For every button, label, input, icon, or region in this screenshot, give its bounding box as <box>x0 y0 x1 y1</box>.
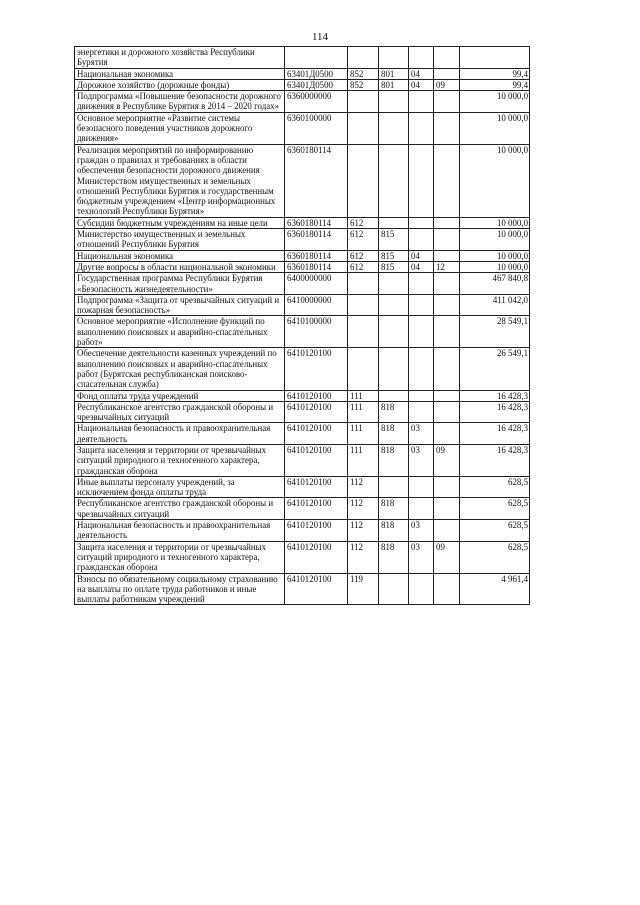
cell-subsection <box>434 348 460 390</box>
cell-target-code: 6400000000 <box>285 273 348 295</box>
cell-expense-type: 111 <box>348 390 379 401</box>
cell-subsection <box>434 476 460 498</box>
cell-expense-type: 111 <box>348 444 379 476</box>
cell-ministry-code: 818 <box>379 423 409 445</box>
cell-section: 03 <box>409 520 434 542</box>
cell-amount: 10 000,0 <box>460 217 530 228</box>
table-row <box>75 261 530 272</box>
cell-target-code: 6410120100 <box>285 390 348 401</box>
table-row <box>75 541 530 573</box>
cell-expense-type <box>348 294 379 316</box>
cell-amount: 467 840,8 <box>460 273 530 295</box>
cell-subsection <box>434 423 460 445</box>
cell-section <box>409 476 434 498</box>
cell-subsection <box>434 294 460 316</box>
cell-ministry-code <box>379 112 409 144</box>
cell-ministry-code: 818 <box>379 444 409 476</box>
cell-target-code: 6360180114 <box>285 250 348 261</box>
cell-section <box>409 273 434 295</box>
cell-ministry-code: 815 <box>379 229 409 251</box>
cell-subsection: 09 <box>434 541 460 573</box>
cell-expense-type: 612 <box>348 229 379 251</box>
cell-section: 03 <box>409 444 434 476</box>
table-row <box>75 144 530 217</box>
cell-target-code: 6360100000 <box>285 112 348 144</box>
cell-expense-type: 112 <box>348 498 379 520</box>
cell-subsection: 09 <box>434 79 460 90</box>
cell-expense-type: 612 <box>348 250 379 261</box>
cell-target-code: 6360180114 <box>285 144 348 217</box>
table-row <box>75 520 530 542</box>
cell-section <box>409 91 434 113</box>
cell-ministry-code <box>379 573 409 605</box>
cell-amount: 4 961,4 <box>460 573 530 605</box>
cell-subsection <box>434 401 460 423</box>
cell-amount: 16 428,3 <box>460 390 530 401</box>
cell-ministry-code <box>379 316 409 348</box>
cell-name: Республиканское агентство гражданской обороны и чрезвычайных ситуаций <box>75 401 285 423</box>
cell-subsection <box>434 520 460 542</box>
cell-section <box>409 498 434 520</box>
cell-target-code: 6360000000 <box>285 91 348 113</box>
cell-target-code: 6360180114 <box>285 217 348 228</box>
cell-section <box>409 112 434 144</box>
cell-name: Национальная экономика <box>75 68 285 79</box>
cell-section <box>409 401 434 423</box>
cell-amount <box>460 47 530 69</box>
cell-name: Подпрограмма «Защита от чрезвычайных ситуаций и пожарная безопасность» <box>75 294 285 316</box>
cell-amount: 28 549,1 <box>460 316 530 348</box>
cell-target-code: 6410120100 <box>285 348 348 390</box>
cell-ministry-code: 818 <box>379 498 409 520</box>
cell-expense-type <box>348 91 379 113</box>
cell-target-code: 6410100000 <box>285 316 348 348</box>
table-row <box>75 79 530 90</box>
cell-section: 04 <box>409 79 434 90</box>
cell-name: Государственная программа Республики Бурятия «Безопасность жизнедеятельности» <box>75 273 285 295</box>
cell-amount: 10 000,0 <box>460 144 530 217</box>
cell-section <box>409 229 434 251</box>
table-row <box>75 112 530 144</box>
cell-target-code: 6410120100 <box>285 541 348 573</box>
cell-ministry-code: 818 <box>379 520 409 542</box>
cell-expense-type <box>348 144 379 217</box>
cell-subsection <box>434 68 460 79</box>
cell-ministry-code: 815 <box>379 250 409 261</box>
cell-name: Другие вопросы в области национальной экономики <box>75 261 285 272</box>
table-row <box>75 250 530 261</box>
cell-name: Республиканское агентство гражданской обороны и чрезвычайных ситуаций <box>75 498 285 520</box>
cell-subsection <box>434 47 460 69</box>
cell-name: Основное мероприятие «Исполнение функций по выполнению поисковых и аварийно-спасательных работ» <box>75 316 285 348</box>
cell-name: Взносы по обязательному социальному страхованию на выплаты по оплате труда работников и иные выплаты работникам учреждений <box>75 573 285 605</box>
cell-ministry-code <box>379 476 409 498</box>
cell-amount: 16 428,3 <box>460 423 530 445</box>
cell-amount: 99,4 <box>460 79 530 90</box>
cell-ministry-code: 815 <box>379 261 409 272</box>
cell-amount: 99,4 <box>460 68 530 79</box>
cell-section <box>409 294 434 316</box>
cell-ministry-code <box>379 348 409 390</box>
cell-amount: 10 000,0 <box>460 91 530 113</box>
cell-name: Дорожное хозяйство (дорожные фонды) <box>75 79 285 90</box>
table-row <box>75 47 530 69</box>
cell-amount: 16 428,3 <box>460 401 530 423</box>
cell-subsection: 12 <box>434 261 460 272</box>
cell-section <box>409 390 434 401</box>
cell-subsection <box>434 250 460 261</box>
cell-ministry-code: 801 <box>379 68 409 79</box>
cell-amount: 10 000,0 <box>460 112 530 144</box>
cell-expense-type: 112 <box>348 541 379 573</box>
table-row <box>75 91 530 113</box>
cell-expense-type: 112 <box>348 520 379 542</box>
cell-target-code: 6410120100 <box>285 423 348 445</box>
cell-ministry-code: 818 <box>379 541 409 573</box>
cell-amount: 628,5 <box>460 476 530 498</box>
cell-amount: 10 000,0 <box>460 250 530 261</box>
cell-ministry-code: 801 <box>379 79 409 90</box>
cell-subsection <box>434 390 460 401</box>
cell-expense-type: 111 <box>348 423 379 445</box>
cell-name: энергетики и дорожного хозяйства Республики Бурятия <box>75 47 285 69</box>
cell-section <box>409 144 434 217</box>
table-row <box>75 423 530 445</box>
cell-expense-type: 852 <box>348 68 379 79</box>
cell-amount: 628,5 <box>460 541 530 573</box>
table-row <box>75 401 530 423</box>
cell-section <box>409 573 434 605</box>
cell-name: Национальная экономика <box>75 250 285 261</box>
cell-name: Основное мероприятие «Развитие системы безопасного поведения участников дорожного движения» <box>75 112 285 144</box>
cell-target-code <box>285 47 348 69</box>
cell-target-code: 6360180114 <box>285 229 348 251</box>
cell-subsection <box>434 144 460 217</box>
table-row <box>75 476 530 498</box>
cell-name: Национальная безопасность и правоохранительная деятельность <box>75 423 285 445</box>
table-row <box>75 229 530 251</box>
cell-expense-type: 612 <box>348 261 379 272</box>
cell-ministry-code <box>379 390 409 401</box>
table-row <box>75 294 530 316</box>
cell-expense-type <box>348 348 379 390</box>
page-number: 114 <box>311 31 329 43</box>
cell-target-code: 6410120100 <box>285 476 348 498</box>
cell-section <box>409 348 434 390</box>
cell-amount: 16 428,3 <box>460 444 530 476</box>
cell-name: Реализация мероприятий по информированию граждан о правилах и требованиях в области обеспечения безопасности дорожного движения Министерством имущественных и земельных отношений Республики Бурятия и государственным бюджетным учреждением «Центр информационных технологий Республики Бурятия» <box>75 144 285 217</box>
cell-subsection <box>434 273 460 295</box>
cell-target-code: 6410120100 <box>285 444 348 476</box>
cell-amount: 411 042,0 <box>460 294 530 316</box>
cell-subsection <box>434 217 460 228</box>
table-row <box>75 390 530 401</box>
cell-subsection: 09 <box>434 444 460 476</box>
cell-ministry-code: 818 <box>379 401 409 423</box>
cell-expense-type <box>348 112 379 144</box>
cell-subsection <box>434 573 460 605</box>
cell-name: Защита населения и территории от чрезвычайных ситуаций природного и техногенного характера, гражданская оборона <box>75 541 285 573</box>
cell-ministry-code <box>379 91 409 113</box>
cell-name: Министерство имущественных и земельных отношений Республики Бурятия <box>75 229 285 251</box>
cell-name: Защита населения и территории от чрезвычайных ситуаций природного и техногенного характера, гражданская оборона <box>75 444 285 476</box>
cell-section <box>409 47 434 69</box>
cell-name: Обеспечение деятельности казенных учреждений по выполнению поисковых и аварийно-спасательных работ (Бурятская республиканская поисково-спасательная служба) <box>75 348 285 390</box>
cell-expense-type <box>348 316 379 348</box>
cell-amount: 10 000,0 <box>460 261 530 272</box>
cell-expense-type: 112 <box>348 476 379 498</box>
cell-name: Национальная безопасность и правоохранительная деятельность <box>75 520 285 542</box>
cell-target-code: 6410000000 <box>285 294 348 316</box>
cell-amount: 10 000,0 <box>460 229 530 251</box>
cell-section: 03 <box>409 541 434 573</box>
cell-ministry-code <box>379 217 409 228</box>
cell-subsection <box>434 316 460 348</box>
cell-section <box>409 217 434 228</box>
cell-ministry-code <box>379 294 409 316</box>
cell-target-code: 63401Д0500 <box>285 68 348 79</box>
cell-expense-type: 852 <box>348 79 379 90</box>
cell-section <box>409 316 434 348</box>
cell-section: 04 <box>409 261 434 272</box>
cell-section: 04 <box>409 250 434 261</box>
cell-subsection <box>434 91 460 113</box>
cell-amount: 628,5 <box>460 498 530 520</box>
cell-expense-type <box>348 273 379 295</box>
cell-expense-type <box>348 47 379 69</box>
cell-name: Подпрограмма «Повышение безопасности дорожного движения в Республике Бурятия в 2014 – 2020 годах» <box>75 91 285 113</box>
cell-name: Фонд оплаты труда учреждений <box>75 390 285 401</box>
cell-amount: 628,5 <box>460 520 530 542</box>
budget-table-body <box>75 47 530 605</box>
table-row <box>75 348 530 390</box>
budget-table <box>74 46 530 605</box>
cell-target-code: 63401Д0500 <box>285 79 348 90</box>
cell-name: Субсидии бюджетным учреждениям на иные цели <box>75 217 285 228</box>
cell-section: 04 <box>409 68 434 79</box>
cell-ministry-code <box>379 273 409 295</box>
table-row <box>75 68 530 79</box>
cell-subsection <box>434 498 460 520</box>
cell-target-code: 6410120100 <box>285 520 348 542</box>
cell-subsection <box>434 112 460 144</box>
cell-expense-type: 119 <box>348 573 379 605</box>
table-row <box>75 217 530 228</box>
cell-name: Иные выплаты персоналу учреждений, за исключением фонда оплаты труда <box>75 476 285 498</box>
table-row <box>75 316 530 348</box>
cell-ministry-code <box>379 47 409 69</box>
table-row <box>75 498 530 520</box>
table-row <box>75 273 530 295</box>
cell-target-code: 6410120100 <box>285 498 348 520</box>
cell-expense-type: 612 <box>348 217 379 228</box>
cell-target-code: 6410120100 <box>285 573 348 605</box>
cell-subsection <box>434 229 460 251</box>
table-row <box>75 444 530 476</box>
table-row <box>75 573 530 605</box>
cell-amount: 26 549,1 <box>460 348 530 390</box>
cell-expense-type: 111 <box>348 401 379 423</box>
cell-section: 03 <box>409 423 434 445</box>
cell-ministry-code <box>379 144 409 217</box>
cell-target-code: 6360180114 <box>285 261 348 272</box>
cell-target-code: 6410120100 <box>285 401 348 423</box>
